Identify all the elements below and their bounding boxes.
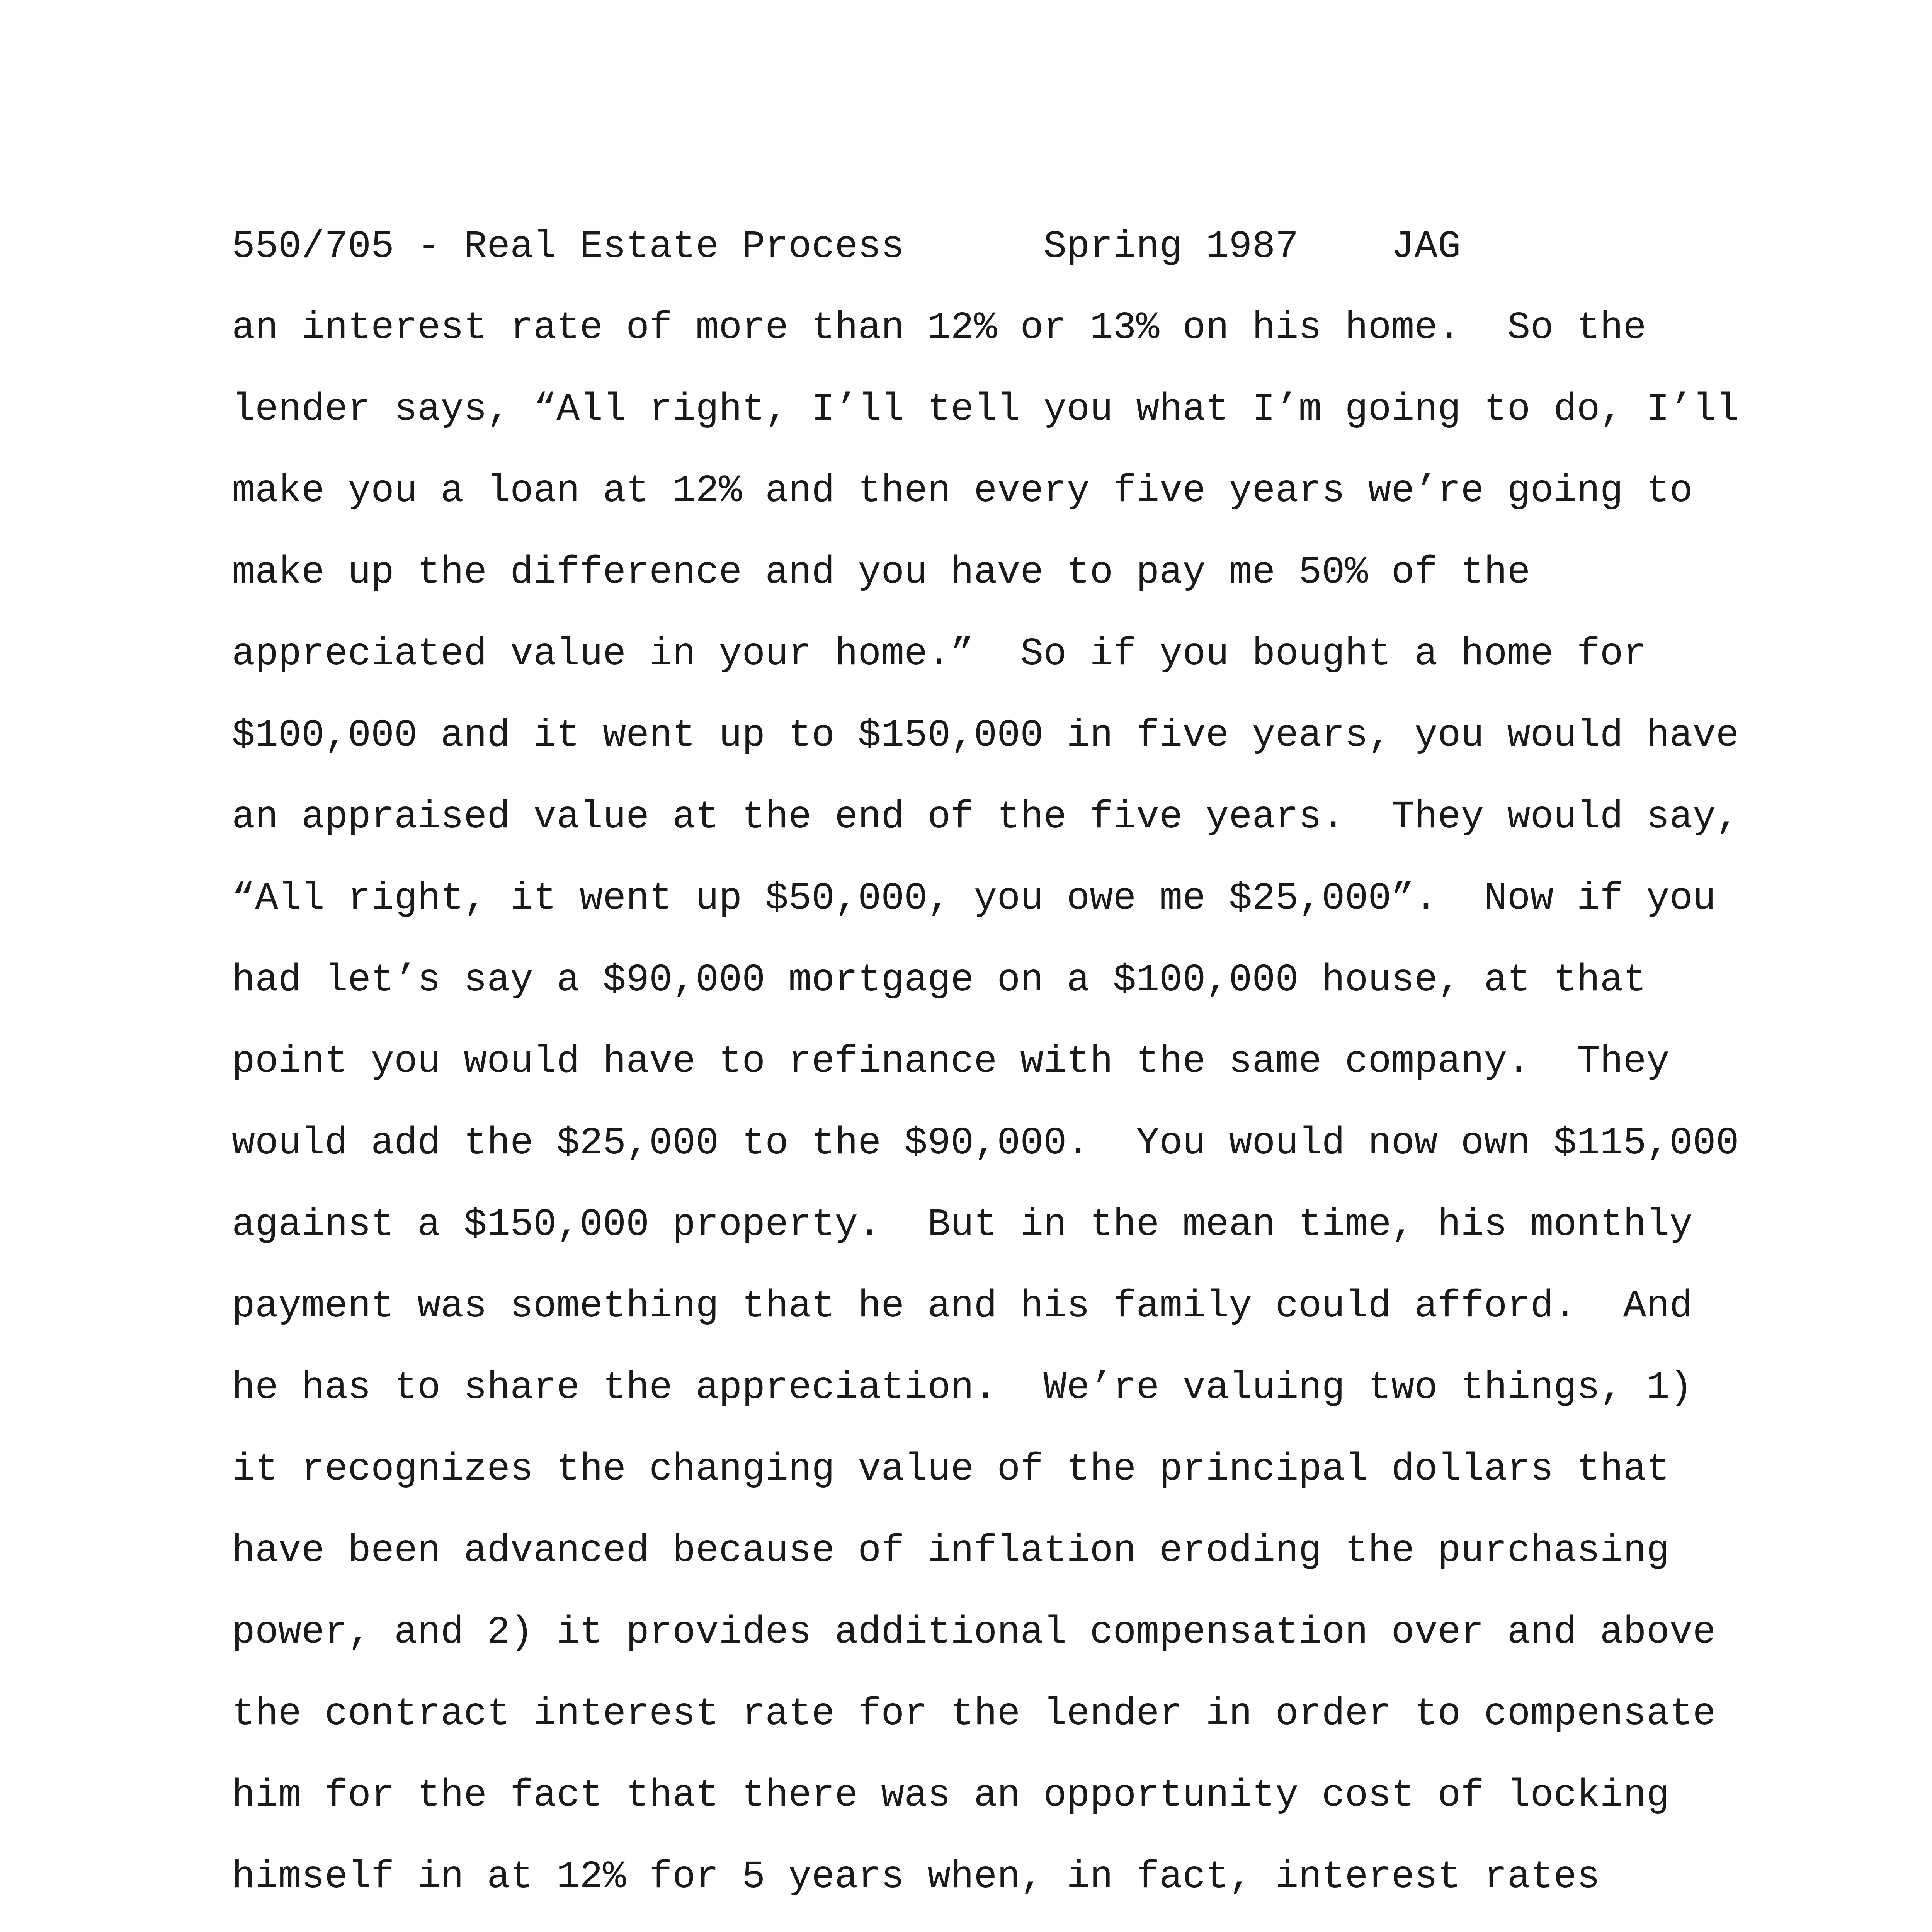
text-line: would add the $25,000 to the $90,000. You would now own $115,000 bbox=[232, 1122, 1739, 1165]
text-line: have been advanced because of inflation eroding the purchasing bbox=[232, 1529, 1670, 1573]
text-line: appreciated value in your home.” So if you bought a home for bbox=[232, 633, 1646, 676]
text-line: him for the fact that there was an opportunity cost of locking bbox=[232, 1774, 1670, 1818]
text-line: make up the difference and you have to pay me 50% of the bbox=[232, 551, 1531, 595]
text-line: he has to share the appreciation. We’re valuing two things, 1) bbox=[232, 1366, 1693, 1410]
text-line: $100,000 and it went up to $150,000 in five years, you would have bbox=[232, 714, 1739, 758]
text-line: against a $150,000 property. But in the mean time, his monthly bbox=[232, 1203, 1693, 1247]
text-line: lender says, “All right, I’ll tell you what I’m going to do, I’ll bbox=[232, 388, 1739, 432]
text-line: himself in at 12% for 5 years when, in fact, interest rates bbox=[232, 1855, 1600, 1899]
text-line: “All right, it went up $50,000, you owe me $25,000”. Now if you bbox=[232, 877, 1716, 921]
text-line: payment was something that he and his family could afford. And bbox=[232, 1285, 1693, 1328]
text-line: the contract interest rate for the lender in order to compensate bbox=[232, 1692, 1716, 1736]
text-line: had let’s say a $90,000 mortgage on a $100,000 house, at that bbox=[232, 959, 1646, 1002]
text-line: an appraised value at the end of the five years. They would say, bbox=[232, 796, 1739, 839]
text-line: make you a loan at 12% and then every five years we’re going to bbox=[232, 469, 1693, 513]
body-paragraph bbox=[232, 305, 1762, 1932]
text-line: it recognizes the changing value of the principal dollars that bbox=[232, 1448, 1670, 1492]
text-line: an interest rate of more than 12% or 13% on his home. So the bbox=[232, 306, 1646, 350]
text-line: power, and 2) it provides additional compensation over and above bbox=[232, 1611, 1716, 1655]
text-line: point you would have to refinance with the same company. They bbox=[232, 1040, 1670, 1084]
page-header: 550/705 - Real Estate Process Spring 1987 JAG bbox=[232, 225, 1461, 269]
